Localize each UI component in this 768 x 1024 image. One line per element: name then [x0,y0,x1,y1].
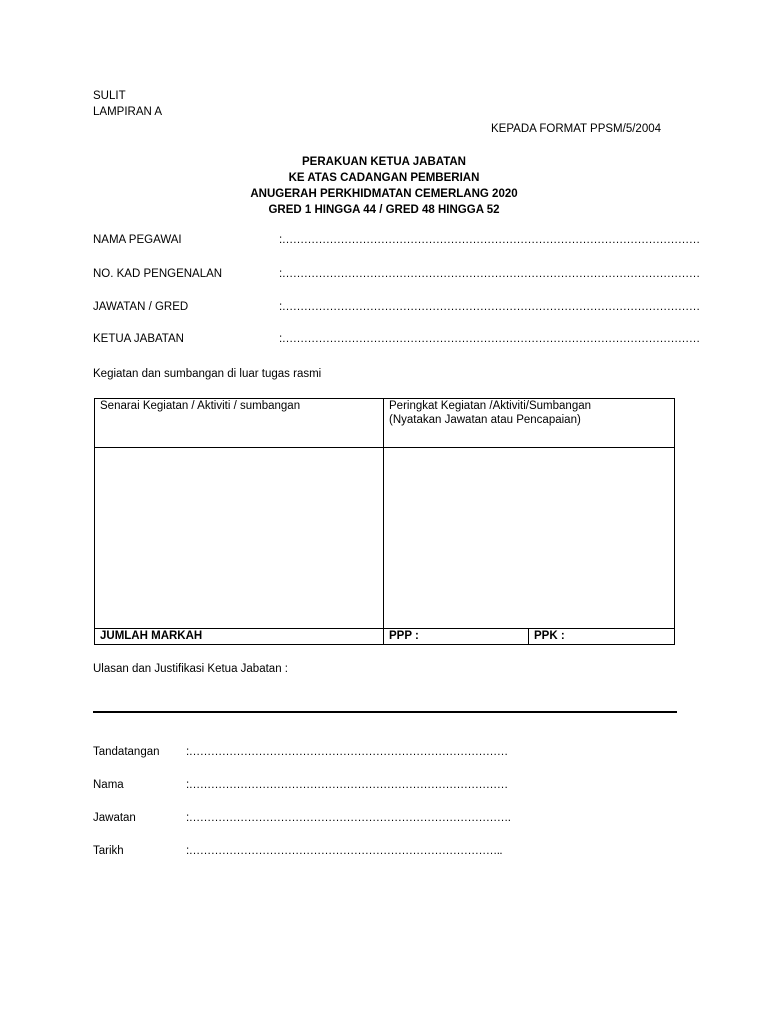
review-line[interactable] [93,711,677,713]
tandatangan-field[interactable]: :…………………………………………………………………………… [186,746,508,758]
col1-header [95,399,384,448]
activities-table [94,398,675,645]
review-label: Ulasan dan Justifikasi Ketua Jabatan : [93,663,288,675]
title-line-4: GRED 1 HINGGA 44 / GRED 48 HINGGA 52 [268,204,500,216]
tarikh-label: Tarikh [93,845,124,857]
col2-header [384,399,675,448]
ketua-jabatan-label: KETUA JABATAN [93,333,184,345]
classification-label: SULIT [93,90,126,102]
title-line-3: ANUGERAH PERKHIDMATAN CEMERLANG 2020 [250,188,518,200]
activities-intro: Kegiatan dan sumbangan di luar tugas rasmi [93,368,322,380]
ppp-label: PPP : [389,630,419,642]
tarikh-field[interactable]: :………………………………………………………………………….. [186,845,503,857]
jawatan-field[interactable]: :……………………………………………………………………………. [186,812,511,824]
col2-header-line1: Peringkat Kegiatan /Aktiviti/Sumbangan [389,400,592,412]
title-line-2: KE ATAS CADANGAN PEMBERIAN [288,172,480,184]
nama-pegawai-label: NAMA PEGAWAI [93,234,182,246]
activities-list-cell[interactable] [95,448,384,629]
kad-pengenalan-field[interactable]: :…………………………………………………………………………………………………… [279,268,700,280]
col1-header-text: Senarai Kegiatan / Aktiviti / sumbangan [100,400,301,412]
total-label-cell [95,629,384,645]
appendix-label: LAMPIRAN A [93,106,163,118]
table-header-row [95,399,675,448]
form-title [0,154,768,218]
ppk-cell[interactable] [529,629,675,645]
col2-header-line2: (Nyatakan Jawatan atau Pencapaian) [389,414,581,426]
total-label: JUMLAH MARKAH [100,630,203,642]
kad-pengenalan-label: NO. KAD PENGENALAN [93,268,223,280]
jawatan-gred-field[interactable]: :…………………………………………………………………………………………………… [279,301,700,313]
tandatangan-label: Tandatangan [93,746,160,758]
jawatan-gred-label: JAWATAN / GRED [93,301,189,313]
table-body-row [95,448,675,629]
activities-level-cell[interactable] [384,448,675,629]
nama-field[interactable]: :…………………………………………………………………………… [186,779,508,791]
nama-pegawai-field[interactable]: :…………………………………………………………………………………………………… [279,234,700,246]
ketua-jabatan-field[interactable]: :…………………………………………………………………………………………………… [279,333,700,345]
ppp-cell[interactable] [384,629,529,645]
nama-label: Nama [93,779,124,791]
title-line-1: PERAKUAN KETUA JABATAN [302,156,466,168]
ppk-label: PPK : [534,630,565,642]
format-reference: KEPADA FORMAT PPSM/5/2004 [491,123,662,135]
table-total-row [95,629,675,645]
jawatan-label: Jawatan [93,812,136,824]
